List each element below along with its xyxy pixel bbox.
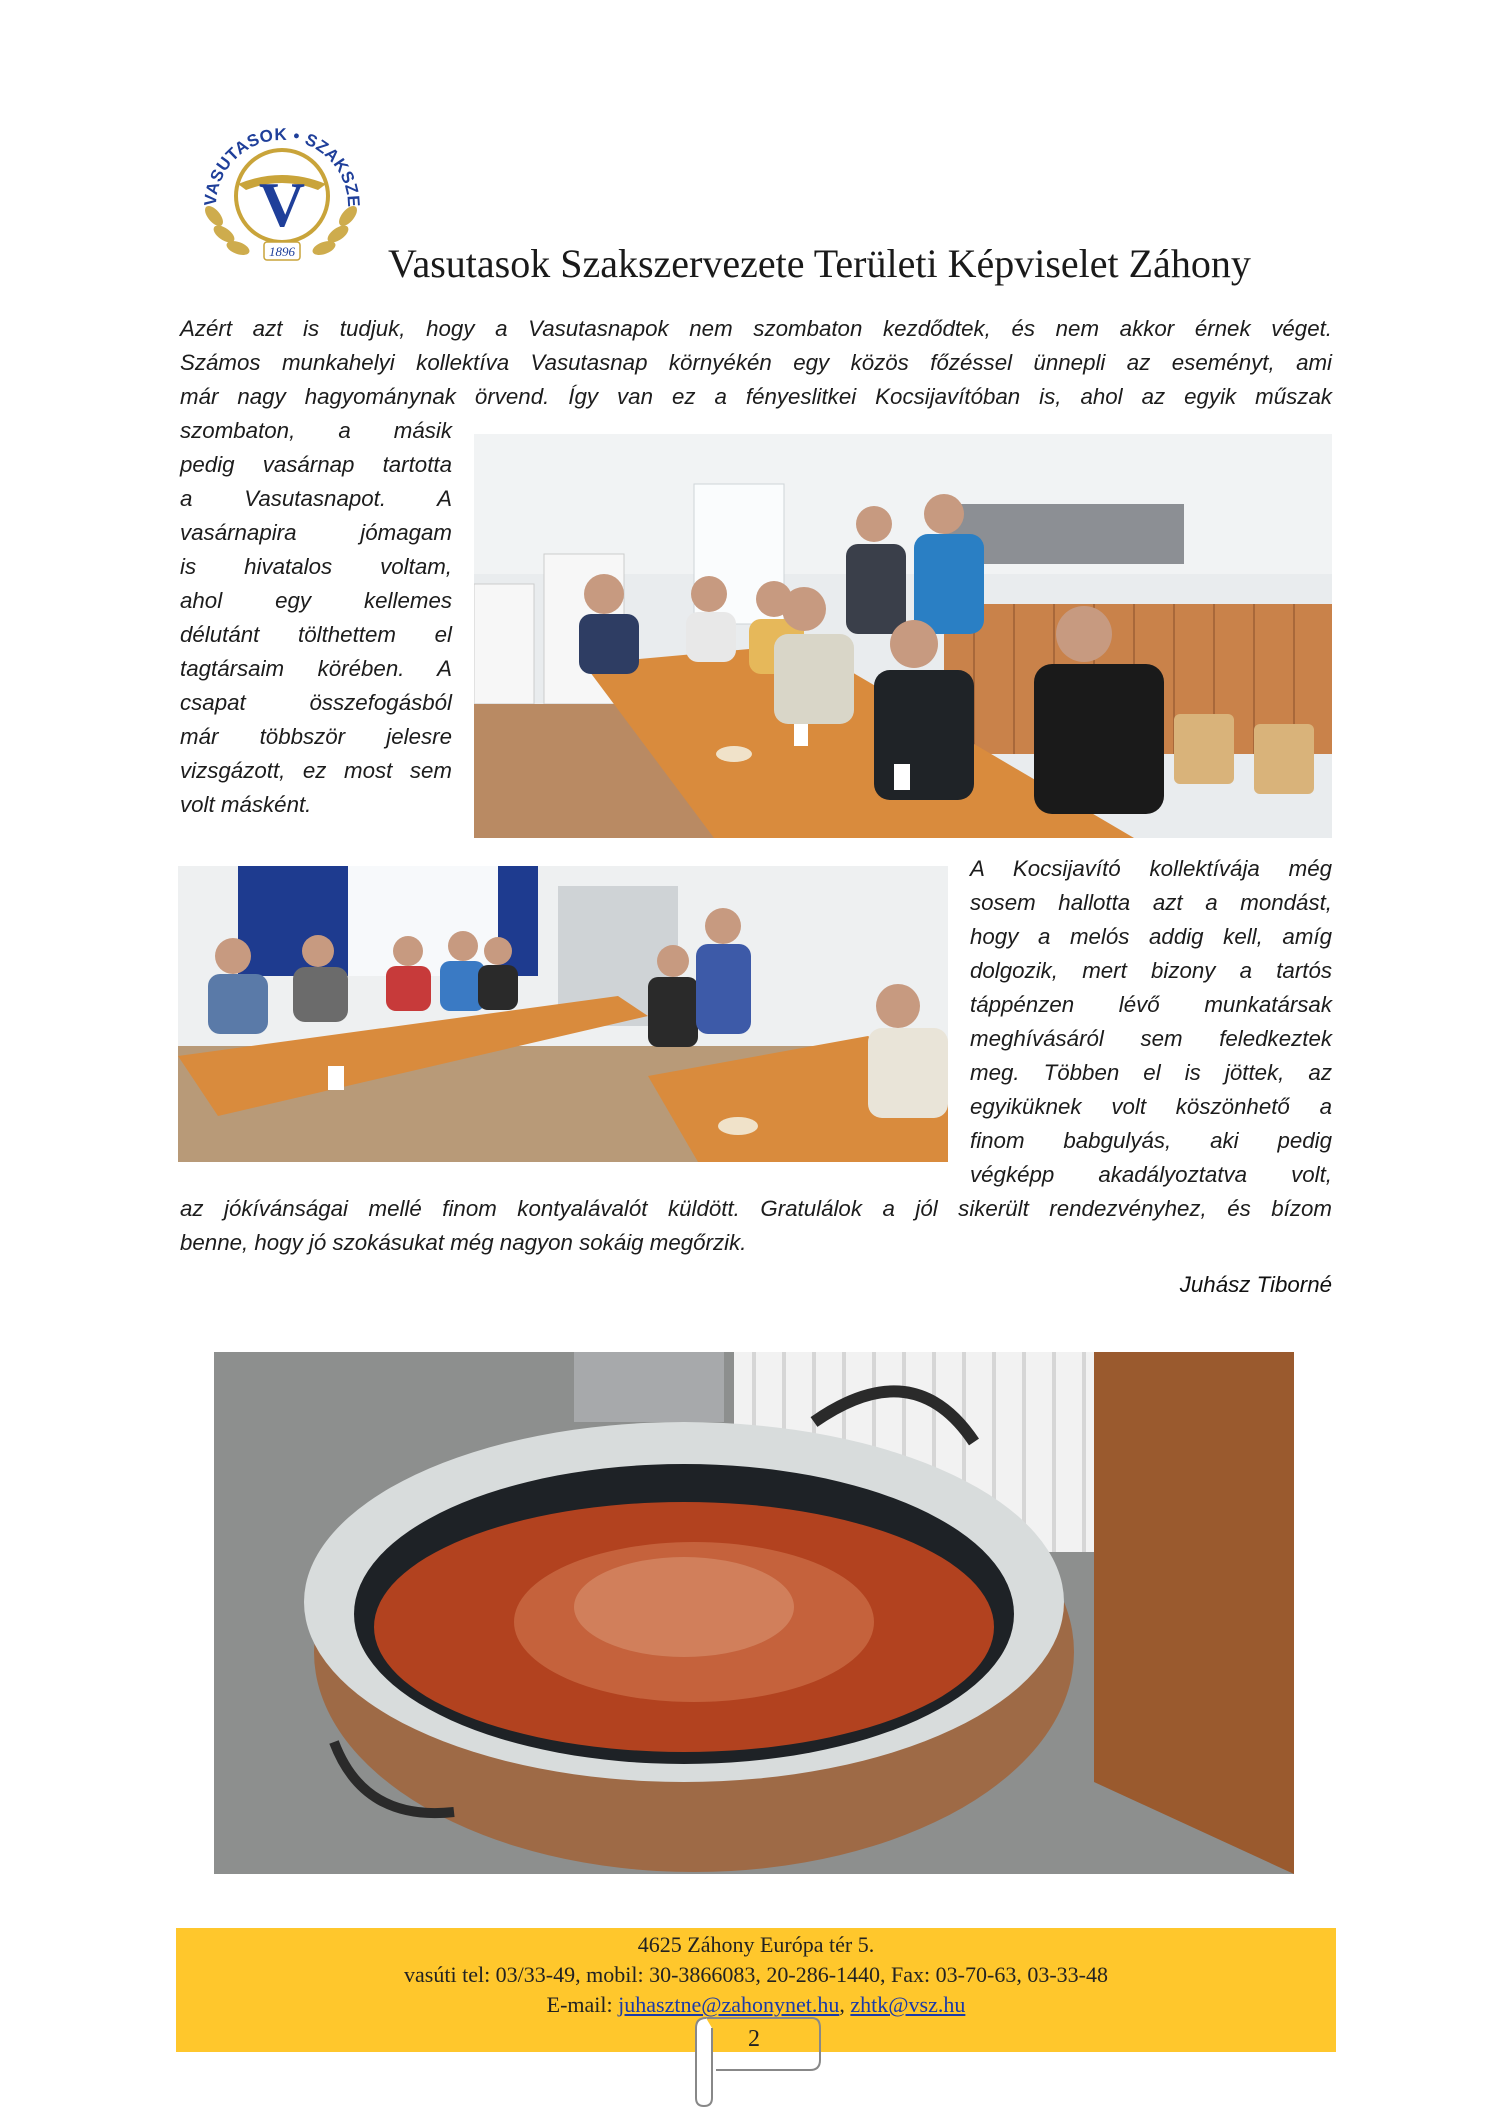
photo-second-room	[178, 866, 948, 1162]
text-line: tagtársaim körében. A	[180, 656, 452, 681]
text-line: benne, hogy jó szokásukat még nagyon sokáig megőrzik.	[180, 1230, 747, 1255]
page-number: 2	[748, 2026, 760, 2052]
text-line: végképp akadályoztatva volt,	[970, 1162, 1332, 1187]
text-line: pedig vasárnap tartotta	[180, 452, 452, 477]
text-line: finom babgulyás, aki pedig	[970, 1128, 1332, 1153]
text-line: Számos munkahelyi kollektíva Vasutasnap környékén egy közös főzéssel ünnepli az eseményt, ami	[180, 350, 1332, 375]
logo-arc-text: VASUTASOK • SZAKSZE	[200, 124, 364, 208]
text-line: délutánt tölthettem el	[180, 622, 452, 647]
text-line: vasárnapira jómagam	[180, 520, 452, 545]
email-link-1[interactable]: juhasztne@zahonynet.hu	[618, 1992, 840, 2017]
footer-phones: vasúti tel: 03/33-49, mobil: 30-3866083, 20-286-1440, Fax: 03-70-63, 03-33-48	[404, 1962, 1108, 1987]
logo-letter: V	[258, 169, 306, 240]
text-line: is hivatalos voltam,	[180, 554, 452, 579]
union-logo	[186, 96, 376, 276]
footer-email-label: E-mail:	[546, 1992, 613, 2017]
intro-paragraph	[180, 312, 1332, 414]
page-title: Vasutasok Szakszervezete Területi Képviselet Záhony	[388, 241, 1251, 286]
text-line: sosem hallotta azt a mondást,	[970, 890, 1332, 915]
email-link-2[interactable]: zhtk@vsz.hu	[850, 1992, 966, 2017]
right-column-text	[970, 852, 1332, 1192]
text-line: már nagy hagyománynak örvend. Így van ez a fényeslitkei Kocsijavítóban is, ahol az egyik műszak	[180, 384, 1332, 409]
closing-paragraph	[180, 1192, 1332, 1260]
text-line: meg. Többen el is jöttek, az	[970, 1060, 1332, 1085]
text-line: hogy a melós addig kell, amíg	[970, 924, 1332, 949]
logo-year: 1896	[269, 244, 295, 259]
text-line: táppénzen lévő munkatársak	[970, 992, 1332, 1017]
photo-goulash-pot	[214, 1352, 1294, 1874]
text-line: vizsgázott, ez most sem	[180, 758, 452, 783]
text-line: már többször jelesre	[180, 724, 452, 749]
text-line: csapat összefogásból	[180, 690, 452, 715]
text-line: volt másként.	[180, 792, 312, 817]
photo-gathering-room	[474, 434, 1332, 838]
text-line: dolgozik, mert bizony a tartós	[970, 958, 1332, 983]
text-line: A Kocsijavító kollektívája még	[970, 856, 1332, 881]
text-line: szombaton, a másik	[180, 418, 452, 443]
text-line: ahol egy kellemes	[180, 588, 452, 613]
footer-address: 4625 Záhony Európa tér 5.	[637, 1932, 875, 1957]
author-signature: Juhász Tiborné	[1179, 1272, 1332, 1297]
text-line: a Vasutasnapot. A	[180, 486, 452, 511]
text-line: az jókívánságai mellé finom kontyalávalót küldött. Gratulálok a jól sikerült rendezvényhez, és bízom	[180, 1196, 1332, 1221]
text-line: Azért azt is tudjuk, hogy a Vasutasnapok nem szombaton kezdődtek, és nem akkor érnek véget.	[180, 316, 1332, 341]
text-line: meghívásáról sem feledkeztek	[970, 1026, 1332, 1051]
text-line: egyiküknek volt köszönhető a	[970, 1094, 1332, 1119]
left-column-text	[180, 414, 452, 822]
footer-email-separator: ,	[839, 1992, 845, 2017]
